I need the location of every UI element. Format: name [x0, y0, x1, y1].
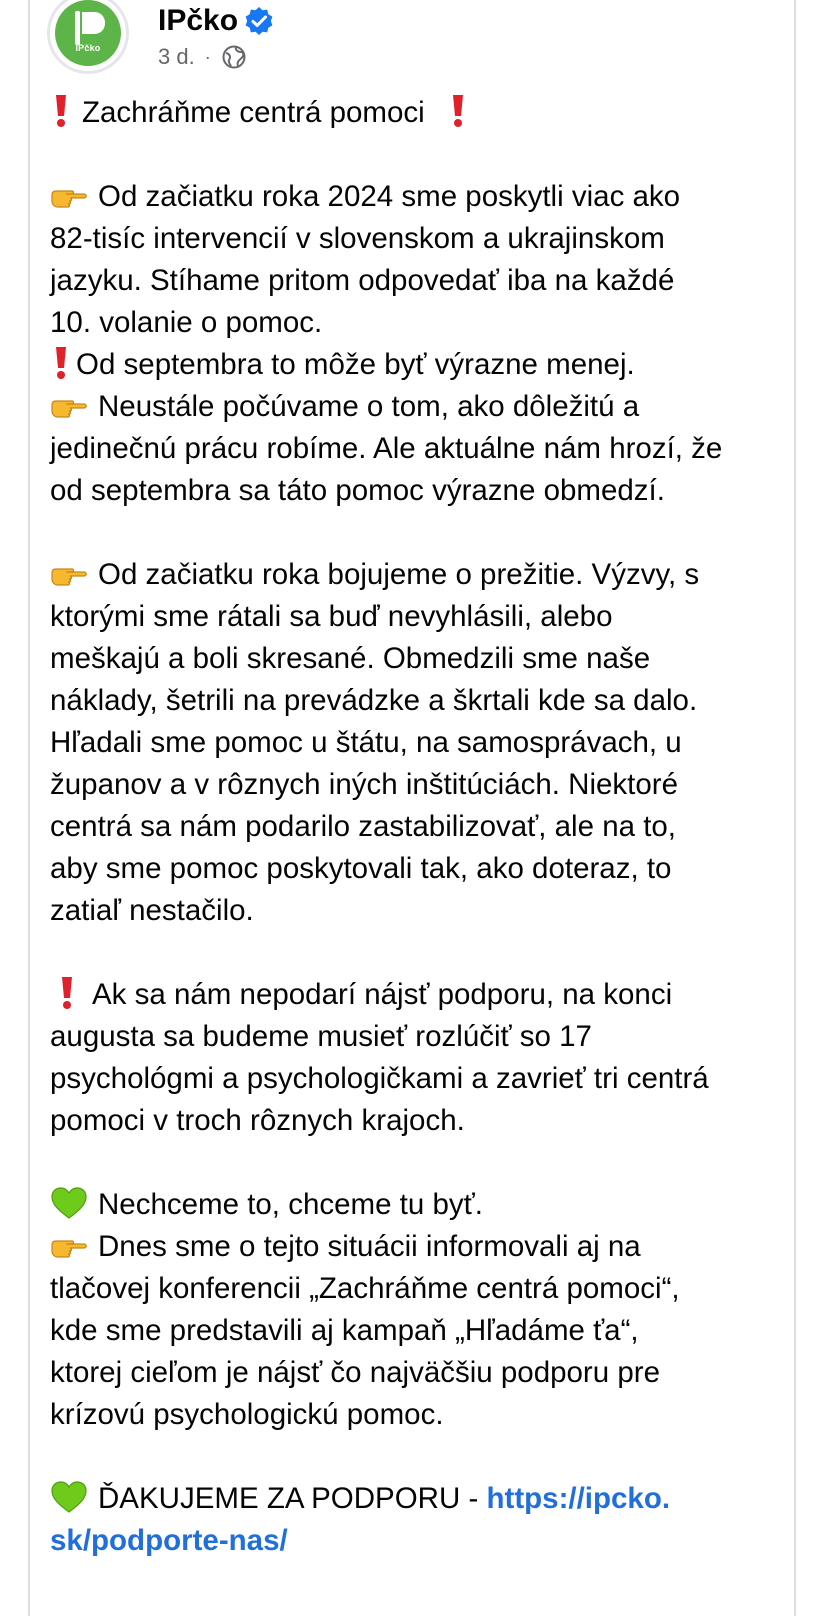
paragraph-5	[50, 974, 790, 1142]
paragraph-3	[50, 386, 790, 512]
post-body	[50, 92, 790, 1562]
thanks-text: ĎAKUJEME ZA PODPORU -	[98, 1482, 487, 1515]
support-link-line-1: https://ipcko.	[486, 1482, 671, 1515]
post-time[interactable]: 3 d.	[158, 44, 195, 69]
paragraph-6-text: Nechceme to, chceme tu byť.	[98, 1188, 483, 1221]
paragraph-8	[50, 1478, 790, 1562]
exclamation-icon	[50, 344, 72, 380]
globe-icon[interactable]	[221, 44, 247, 70]
paragraph-2	[50, 344, 790, 386]
paragraph-7	[50, 1226, 790, 1436]
post-headline	[50, 92, 790, 134]
verified-badge-icon	[244, 6, 274, 36]
paragraph-5-text: Ak sa nám nepodarí nájsť podporu, na konci augusta sa budeme musieť rozlúčiť so 17 psychológmi a psychologičkami a zavrieť tri centrá pomoci v troch rôznych krajoch.	[50, 978, 709, 1137]
paragraph-2-text: Od septembra to môže byť výrazne menej.	[76, 348, 635, 381]
page-name-row	[158, 4, 274, 38]
paragraph-4	[50, 554, 790, 932]
ipcko-logo	[55, 0, 121, 66]
green-heart-icon	[50, 1480, 88, 1514]
exclamation-icon	[447, 92, 469, 128]
paragraph-6	[50, 1184, 790, 1226]
paragraph-4-text: Od začiatku roka bojujeme o prežitie. Výzvy, s ktorými sme rátali sa buď nevyhlásili, alebo meškajú a boli skresané. Obmedzili sme naše náklady, šetrili na prevádzke a škrtali kde sa dalo. Hľadali sme pomoc u štátu, na samosprávach, u županov a v rôznych iných inštitúciách. Niektoré centrá sa nám podarilo zastabilizovať, ale na to, aby sme pomoc poskytovali tak, ako doteraz, to zatiaľ nestačilo.	[50, 558, 700, 927]
paragraph-3-text: Neustále počúvame o tom, ako dôležitú a jedinečnú prácu robíme. Ale aktuálne nám hrozí, že od septembra sa táto pomoc výrazne obmedzí.	[50, 390, 723, 507]
meta-separator: ·	[204, 46, 211, 67]
pointing-hand-icon	[50, 560, 88, 590]
headline-text: Zachráňme centrá pomoci	[82, 96, 425, 129]
paragraph-7-text: Dnes sme o tejto situácii informovali aj na tlačovej konferencii „Zachráňme centrá pomoci“, kde sme predstavili aj kampaň „Hľadáme ťa“, ktorej cieľom je nájsť čo najväčšiu podporu pre krízovú psychologickú pomoc.	[50, 1230, 680, 1431]
support-link-line-2: sk/podporte-nas/	[50, 1524, 288, 1557]
exclamation-icon	[56, 974, 78, 1010]
post-meta	[158, 44, 247, 70]
paragraph-1	[50, 176, 790, 344]
pointing-hand-icon	[50, 182, 88, 212]
avatar-label: IPčko	[75, 43, 101, 53]
paragraph-1-text: Od začiatku roka 2024 sme poskytli viac ako 82-tisíc intervencií v slovenskom a ukrajinskom jazyku. Stíhame pritom odpovedať iba na každé 10. volanie o pomoc.	[50, 180, 681, 339]
page-name[interactable]: IPčko	[158, 4, 239, 37]
exclamation-icon	[50, 92, 72, 128]
pointing-hand-icon	[50, 1232, 88, 1262]
pointing-hand-icon	[50, 392, 88, 422]
speech-bubble-icon	[68, 8, 108, 48]
green-heart-icon	[50, 1186, 88, 1220]
